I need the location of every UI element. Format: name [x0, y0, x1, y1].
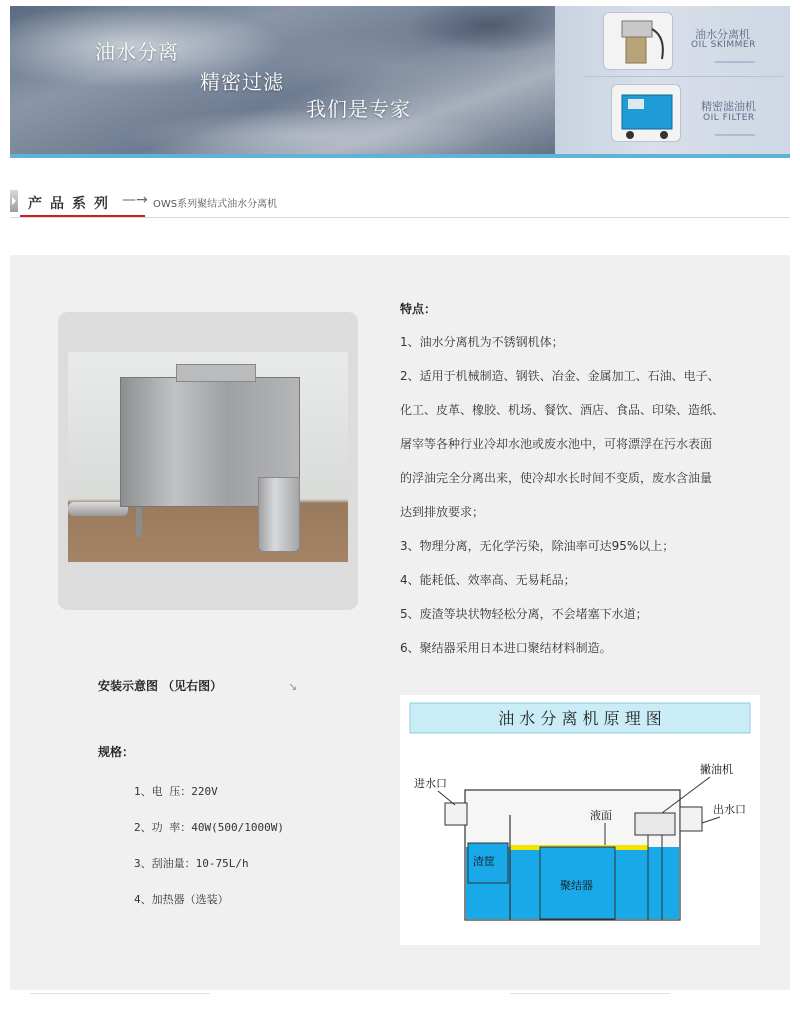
oil-skimmer-en-label: OIL SKIMMER [691, 40, 756, 50]
divider [715, 134, 755, 136]
divider [715, 61, 755, 63]
divider [30, 993, 210, 994]
banner-slogan-3: 我们是专家 [306, 97, 411, 121]
divider [510, 993, 670, 994]
feature-line: 化工、皮革、橡胶、机场、餐饮、酒店、食品、印染、造纸、 [400, 403, 725, 417]
divider [583, 76, 783, 77]
oil-skimmer-thumbnail[interactable] [603, 12, 673, 70]
banner-product-links [555, 6, 790, 158]
outlet-pipe [680, 807, 702, 831]
spec-line: 4、加热器（选装） [134, 893, 229, 906]
oil-skimmer-link[interactable]: 油水分离机 [695, 28, 750, 41]
spec-line: 1、电 压：220V [134, 785, 218, 798]
label-surface: 液面 [590, 809, 612, 822]
title-underline [20, 215, 145, 217]
banner-slogan-1: 油水分离 [95, 40, 179, 64]
banner-slogan-2: 精密过滤 [200, 70, 284, 94]
feature-line: 1、油水分离机为不锈钢机体； [400, 335, 564, 349]
product-photo [68, 352, 348, 562]
oil-filter-en-label: OIL FILTER [703, 113, 755, 123]
spec-line: 3、刮油量：10-75L/h [134, 857, 249, 870]
features-title: 特点： [400, 302, 437, 316]
feature-line: 6、聚结器采用日本进口聚结材料制造。 [400, 641, 612, 655]
label-outlet: 出水口 [713, 803, 746, 816]
feature-line: 的浮油完全分离出来，使冷却水长时间不变质，废水含油量 [400, 471, 713, 485]
skimmer-unit [635, 813, 675, 835]
label-slag: 渣筐 [473, 855, 495, 868]
feature-line: 3、物理分离，无化学污染，除油率可达95%以上； [400, 539, 675, 553]
spec-line: 2、功 率：40W(500/1000W) [134, 821, 284, 834]
feature-line: 达到排放要求； [400, 505, 485, 519]
breadcrumb-section-title[interactable]: 产品系列 [28, 196, 116, 212]
specs-title: 规格： [98, 745, 135, 759]
arrow-down-right-icon: ↘ [288, 680, 298, 693]
arrow-right-icon: —→ [122, 192, 148, 208]
inlet-pipe [445, 803, 467, 825]
product-photo-frame [58, 312, 358, 610]
oil-filter-link[interactable]: 精密滤油机 [701, 100, 756, 113]
feature-line: 5、废渣等块状物轻松分离，不会堵塞下水道； [400, 607, 648, 621]
feature-line: 屠宰等各种行业冷却水池或废水池中，可将漂浮在污水表面 [400, 437, 713, 451]
chevron-right-icon [10, 190, 18, 212]
diagram-title: 油 水 分 离 机 原 理 图 [498, 709, 662, 728]
label-skimmer: 撇油机 [700, 763, 733, 776]
product-detail-panel [10, 255, 790, 990]
banner-image [10, 6, 555, 158]
install-diagram-label: 安装示意图 （见右图） [98, 679, 223, 693]
breadcrumb [10, 190, 790, 218]
header-banner [10, 6, 790, 158]
oil-filter-thumbnail[interactable] [611, 84, 681, 142]
label-inlet: 进水口 [414, 777, 447, 790]
label-coalescer: 聚结器 [560, 879, 593, 892]
breadcrumb-current: OWS系列聚结式油水分离机 [153, 199, 278, 210]
feature-line: 2、适用于机械制造、钢铁、冶金、金属加工、石油、电子、 [400, 369, 720, 383]
feature-line: 4、能耗低、效率高、无易耗品； [400, 573, 576, 587]
principle-diagram [400, 695, 760, 945]
